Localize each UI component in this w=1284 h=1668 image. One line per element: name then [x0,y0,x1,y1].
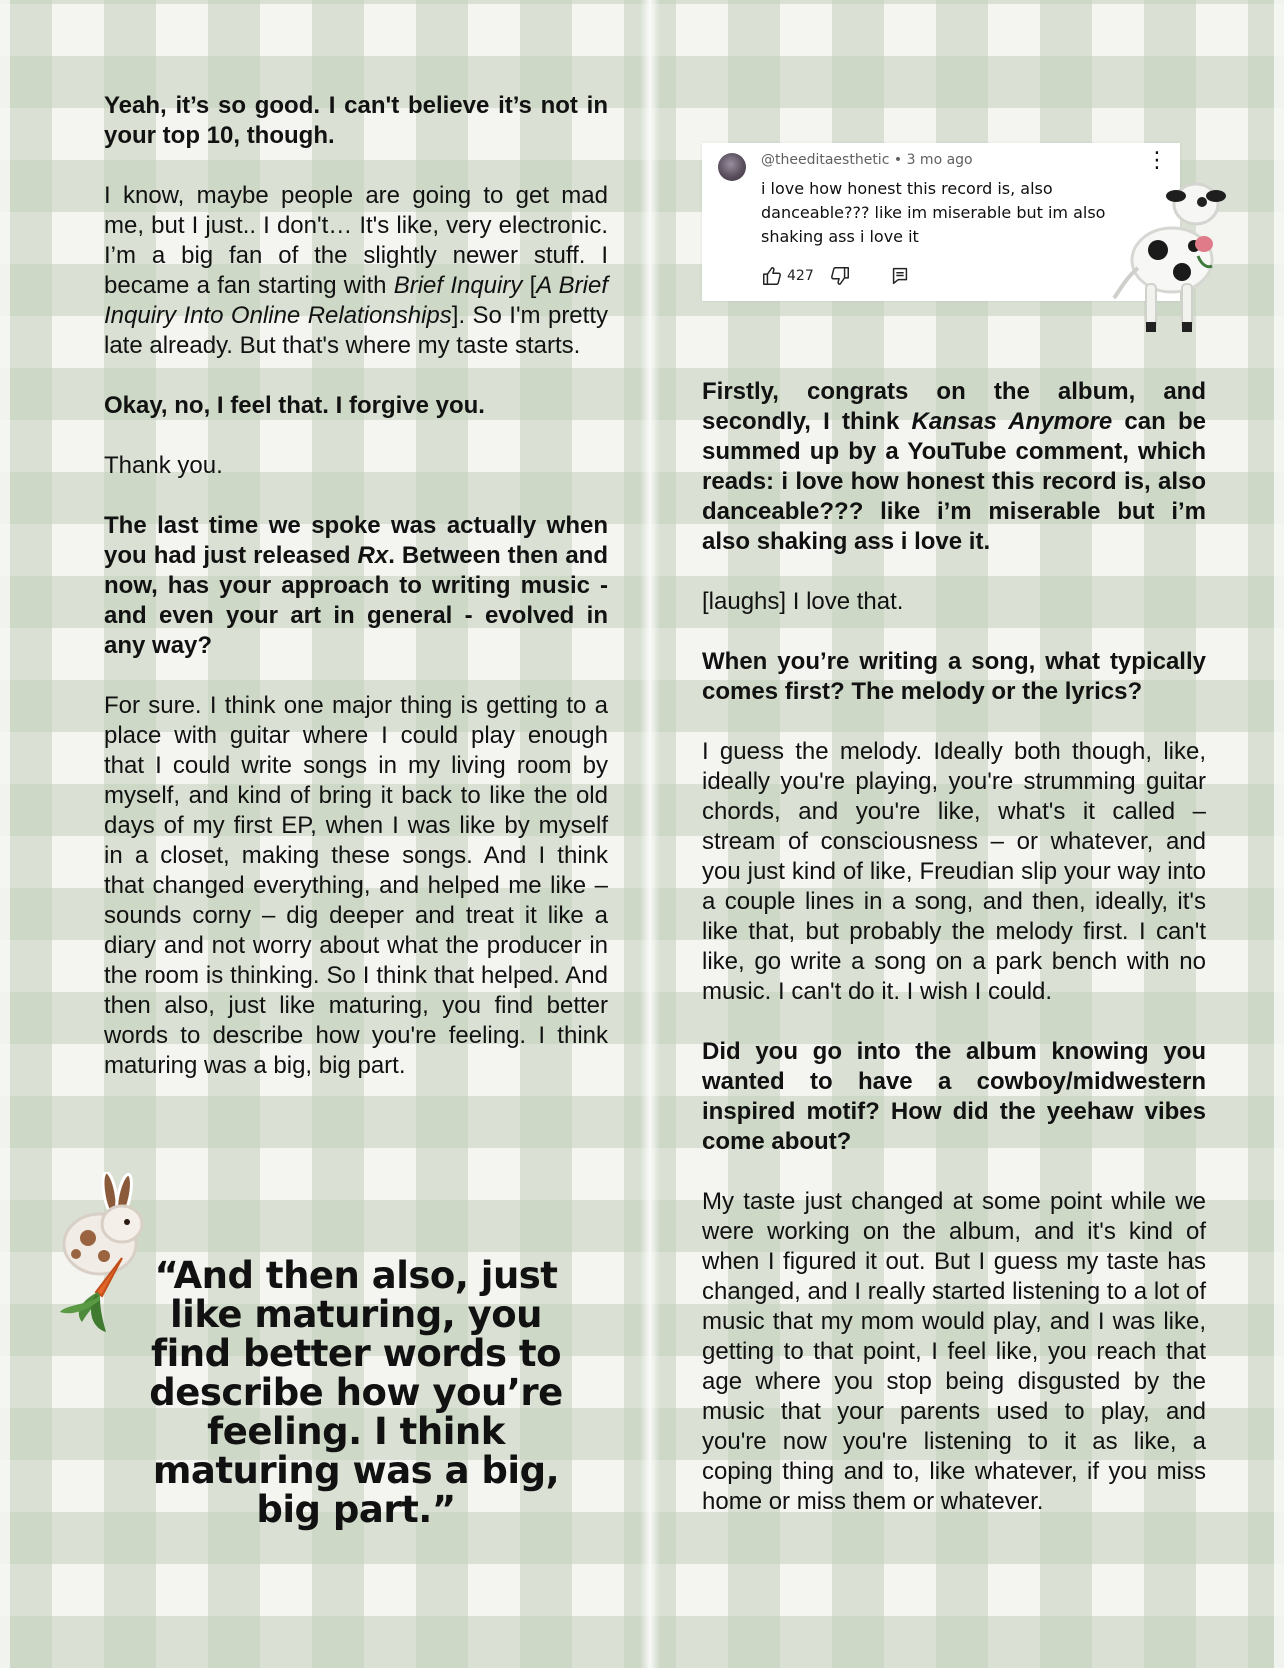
comment-age: 3 mo ago [906,152,973,168]
interview-question: Firstly, congrats on the album, and secondly, I think Kansas Anymore can be summed up by a YouTube comment, which reads: i love how honest this record is, also danceable??? like i’m miserable but i’m also shaking ass i love it. [702,378,1206,555]
interview-question: Did you go into the album knowing you wanted to have a cowboy/midwestern inspired motif? How did the yeehaw vibes come about? [702,1038,1206,1155]
comment-meta: @theeditaesthetic • 3 mo ago [761,152,973,168]
album-title: Rx [357,542,389,569]
thumbs-up-icon[interactable] [761,265,783,287]
interview-answer: I know, maybe people are going to get mad me, but I just.. I don't… It's like, very electronic. I’m a big fan of the slightly newer stuff. I became a fan starting with Brief Inquiry [A Brief Inquiry Into Online Relationships]. So I'm pretty late already. But that's where my taste starts. [104,182,608,359]
paper-edge-left [0,0,10,1668]
interview-answer: I guess the melody. Ideally both though, like, ideally you're playing, you're strumming guitar chords, and you're like, what's it called – stream of consciousness – or whatever, and you just kind of like, Freudian slip your way into a couple lines in a song, and then, ideally, it's like that, but probably the melody first. I can't like, go write a song on a park bench with no music. I can't do it. I wish I could. [702,738,1206,1005]
interview-answer: My taste just changed at some point while we were working on the album, and it's kind of when I figured it out. But I guess my taste has changed, and I really started listening to a lot of music that my mom would play, and I was like, getting to that point, I feel like, you reach that age where you stop being disgusted by the music that your parents used to play, and you're now you're listening to it as like, a coping thing and to, like whatever, if you miss home or miss them or whatever. [702,1188,1206,1515]
youtube-comment-card [702,143,1180,301]
right-column [702,377,1206,1547]
page-spine [640,0,660,1668]
interview-question: Okay, no, I feel that. I forgive you. [104,392,485,419]
reply-icon[interactable] [889,265,911,287]
thumbs-down-icon[interactable] [829,265,851,287]
comment-handle[interactable]: @theeditaesthetic [761,152,890,168]
interview-question: The last time we spoke was actually when you had just released Rx. Between then and now, has your approach to writing music - and even your art in general - evolved in any way? [104,512,608,659]
song-title: Kansas Anymore [911,408,1113,435]
album-title: A Brief Inquiry Into Online Relationships [104,272,608,329]
interview-answer: [laughs] I love that. [702,588,904,615]
cow-sticker [1112,174,1236,338]
interview-answer: Thank you. [104,452,223,479]
avatar[interactable] [718,153,746,181]
comment-text: i love how honest this record is, also danceable??? like im miserable but im also shaking ass i love it [761,179,1106,246]
interview-answer: For sure. I think one major thing is getting to a place with guitar where I could play enough that I could write songs in my living room by myself, and kind of bring it back to like the old days of my first EP, when I was like by myself in a closet, making these songs. And I think that changed everything, and helped me like – sounds corny – dig deeper and treat it like a diary and not worry about what the producer in the room is thinking. So I think that helped. And then also, just like maturing, you find better words to describe how you're feeling. I think maturing was a big, big part. [104,692,608,1079]
left-column [104,91,608,1111]
album-title: Brief Inquiry [393,272,523,299]
like-count: 427 [787,268,814,284]
more-vertical-icon[interactable]: ⋮ [1146,148,1168,173]
paper-edge-right [1274,0,1284,1668]
interview-question: When you’re writing a song, what typically comes first? The melody or the lyrics? [702,648,1206,705]
pull-quote: “And then also, just like maturing, you find better words to describe how you’re feeling. I think maturing was a big, big part.” [149,1254,563,1531]
interview-question: Yeah, it’s so good. I can't believe it’s not in your top 10, though. [104,92,608,149]
